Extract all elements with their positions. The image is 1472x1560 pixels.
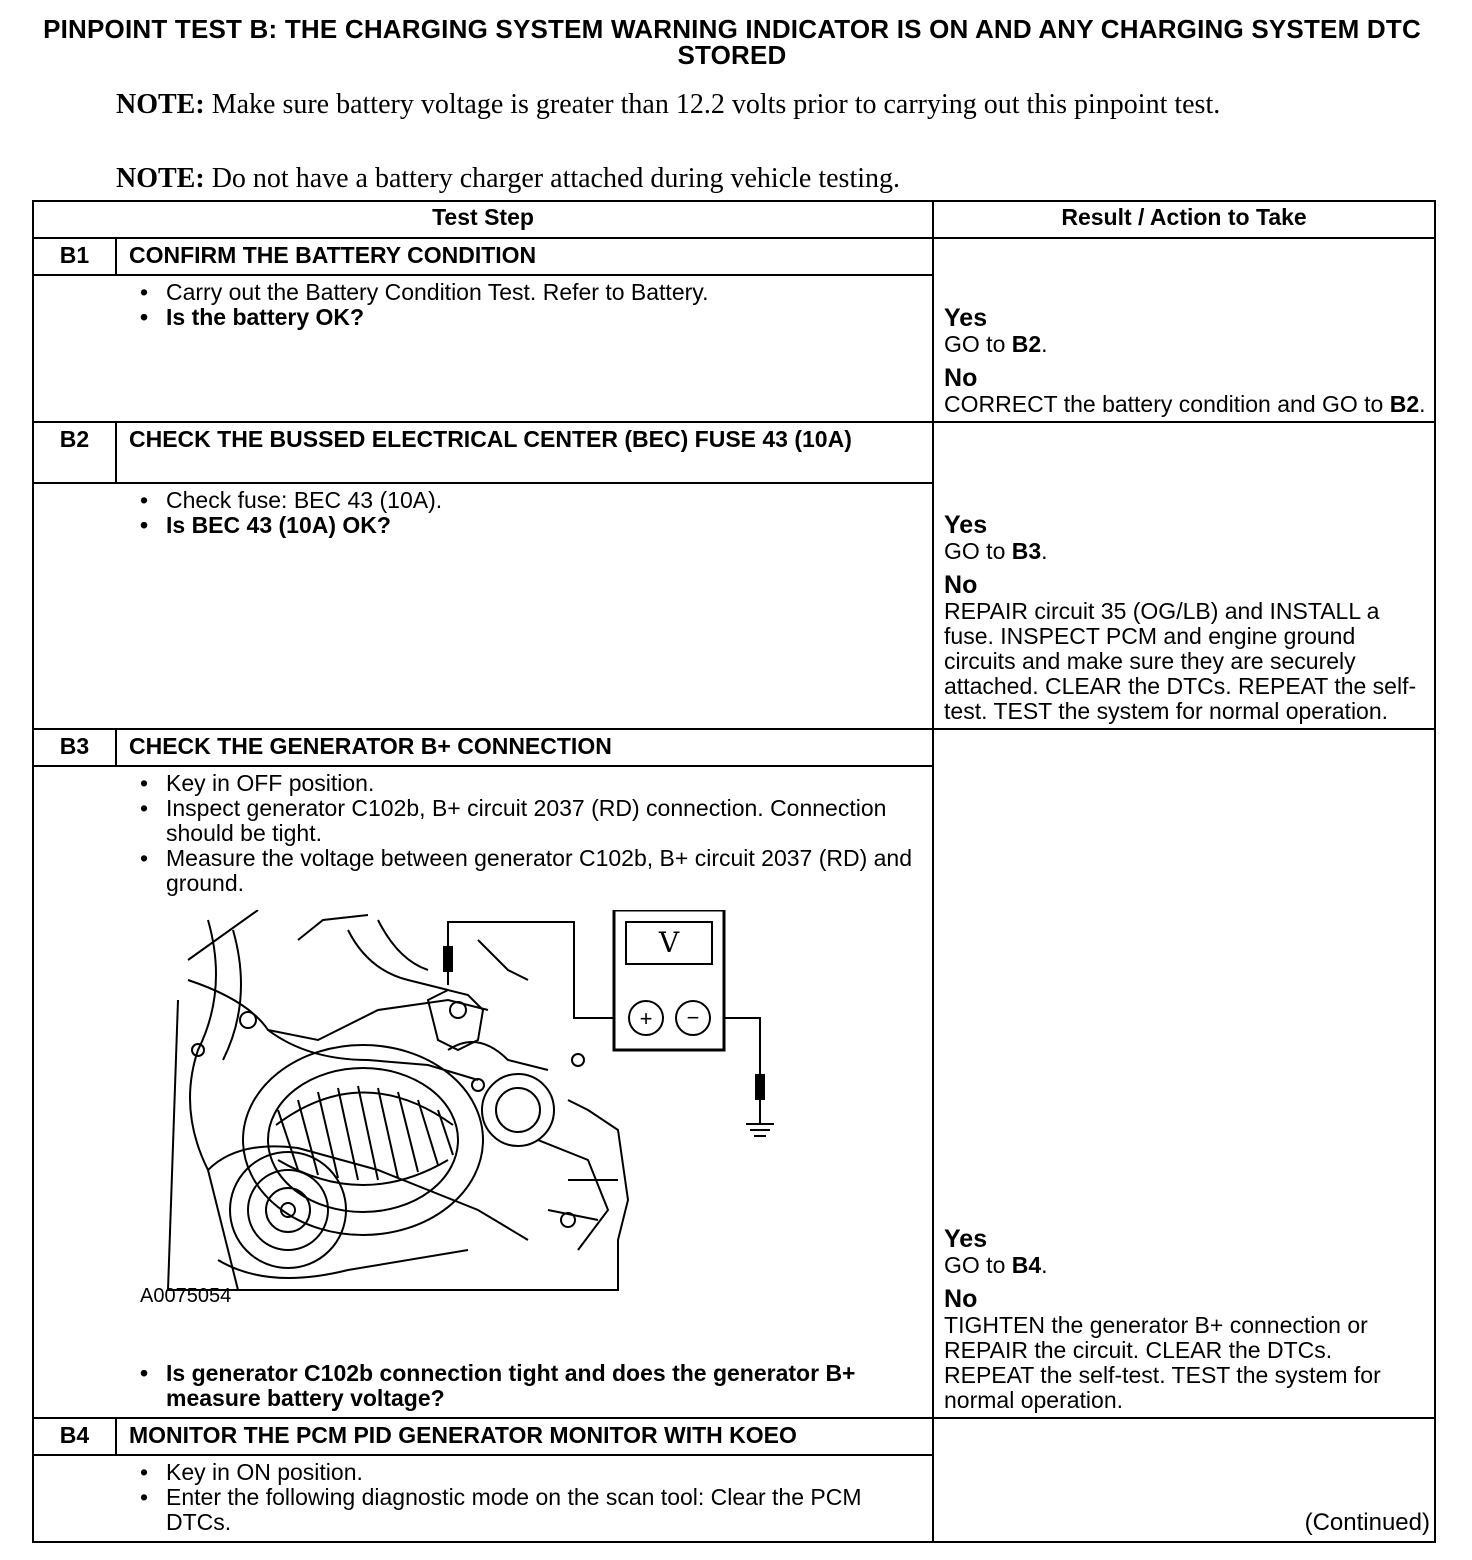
note-label: NOTE: <box>116 163 205 194</box>
yes-label: Yes <box>944 304 988 332</box>
step-b3-result <box>933 729 1435 1418</box>
note-label: NOTE: <box>116 89 205 120</box>
step-heading: MONITOR THE PCM PID GENERATOR MONITOR WITH KOEO <box>116 1418 933 1455</box>
step-item: • Key in OFF position. <box>128 771 922 796</box>
step-heading: CONFIRM THE BATTERY CONDITION <box>116 238 933 275</box>
step-item: • Inspect generator C102b, B+ circuit 2037 (RD) connection. Connection should be tight. <box>128 796 922 846</box>
no-action: REPAIR circuit 35 (OG/LB) and INSTALL a fuse. INSPECT PCM and engine ground circuits and make sure they are securely attached. CLEAR the DTCs. REPEAT the self-test. TEST the system for normal operation. <box>944 598 1417 724</box>
step-b1-body <box>116 275 933 422</box>
step-b3-body <box>116 766 933 1418</box>
note-battery-charger <box>116 164 1346 193</box>
step-item: • Enter the following diagnostic mode on the scan tool: Clear the PCM DTCs. <box>128 1485 922 1535</box>
step-item: • Measure the voltage between generator C102b, B+ circuit 2037 (RD) and ground. <box>128 846 922 896</box>
step-b4-heading-row <box>33 1418 1435 1455</box>
yes-label: Yes <box>944 1225 988 1253</box>
note-text: Make sure battery voltage is greater than 12.2 volts prior to carrying out this pinpoint test. <box>204 89 1221 120</box>
pinpoint-test-table <box>32 200 1436 1543</box>
step-b4-body <box>116 1455 933 1542</box>
step-question: • Is generator C102b connection tight and does the generator B+ measure battery voltage? <box>128 1361 922 1411</box>
yes-label: Yes <box>944 511 988 539</box>
no-action: CORRECT the battery condition and GO to B2. <box>944 391 1426 417</box>
step-question: • Is BEC 43 (10A) OK? <box>128 513 922 538</box>
step-item: • Carry out the Battery Condition Test. Refer to Battery. <box>128 280 922 305</box>
continued-label: (Continued) <box>1304 1509 1430 1536</box>
step-b3-heading-row <box>33 729 1435 766</box>
step-item: • Key in ON position. <box>128 1460 922 1485</box>
step-id: B4 <box>33 1418 116 1455</box>
step-b1-heading-row <box>33 238 1435 275</box>
step-id: B1 <box>33 238 116 275</box>
step-id: B3 <box>33 729 116 766</box>
minus-sign: − <box>686 1005 700 1030</box>
voltmeter-symbol: V <box>658 926 680 959</box>
step-id: B2 <box>33 422 116 483</box>
step-heading: CHECK THE GENERATOR B+ CONNECTION <box>116 729 933 766</box>
no-label: No <box>944 571 978 599</box>
page-title: PINPOINT TEST B: THE CHARGING SYSTEM WARNING INDICATOR IS ON AND ANY CHARGING SYSTEM DTC STORED <box>43 14 1421 70</box>
no-label: No <box>944 364 978 392</box>
step-b1-result <box>933 238 1435 422</box>
plus-sign: + <box>639 1006 653 1031</box>
no-action: TIGHTEN the generator B+ connection or REPAIR the circuit. CLEAR the DTCs. REPEAT the self-test. TEST the system for normal operation. <box>944 1312 1381 1413</box>
step-b2-result <box>933 422 1435 729</box>
step-b2-body <box>116 483 933 729</box>
yes-action: GO to B3. <box>944 538 1048 564</box>
figure-id: A0075054 <box>140 1285 232 1307</box>
generator-illustration <box>148 910 908 1355</box>
note-text: Do not have a battery charger attached during vehicle testing. <box>204 163 901 194</box>
generator-voltage-figure <box>140 910 908 1355</box>
header-test-step: Test Step <box>33 201 933 238</box>
note-battery-voltage <box>116 90 1346 119</box>
step-question: • Is the battery OK? <box>128 305 922 330</box>
yes-action: GO to B4. <box>944 1252 1048 1278</box>
step-b2-heading-row <box>33 422 1435 483</box>
yes-action: GO to B2. <box>944 331 1048 357</box>
step-heading: CHECK THE BUSSED ELECTRICAL CENTER (BEC) FUSE 43 (10A) <box>116 422 933 483</box>
step-item: • Check fuse: BEC 43 (10A). <box>128 488 922 513</box>
no-label: No <box>944 1285 978 1313</box>
header-result-action: Result / Action to Take <box>933 201 1435 238</box>
